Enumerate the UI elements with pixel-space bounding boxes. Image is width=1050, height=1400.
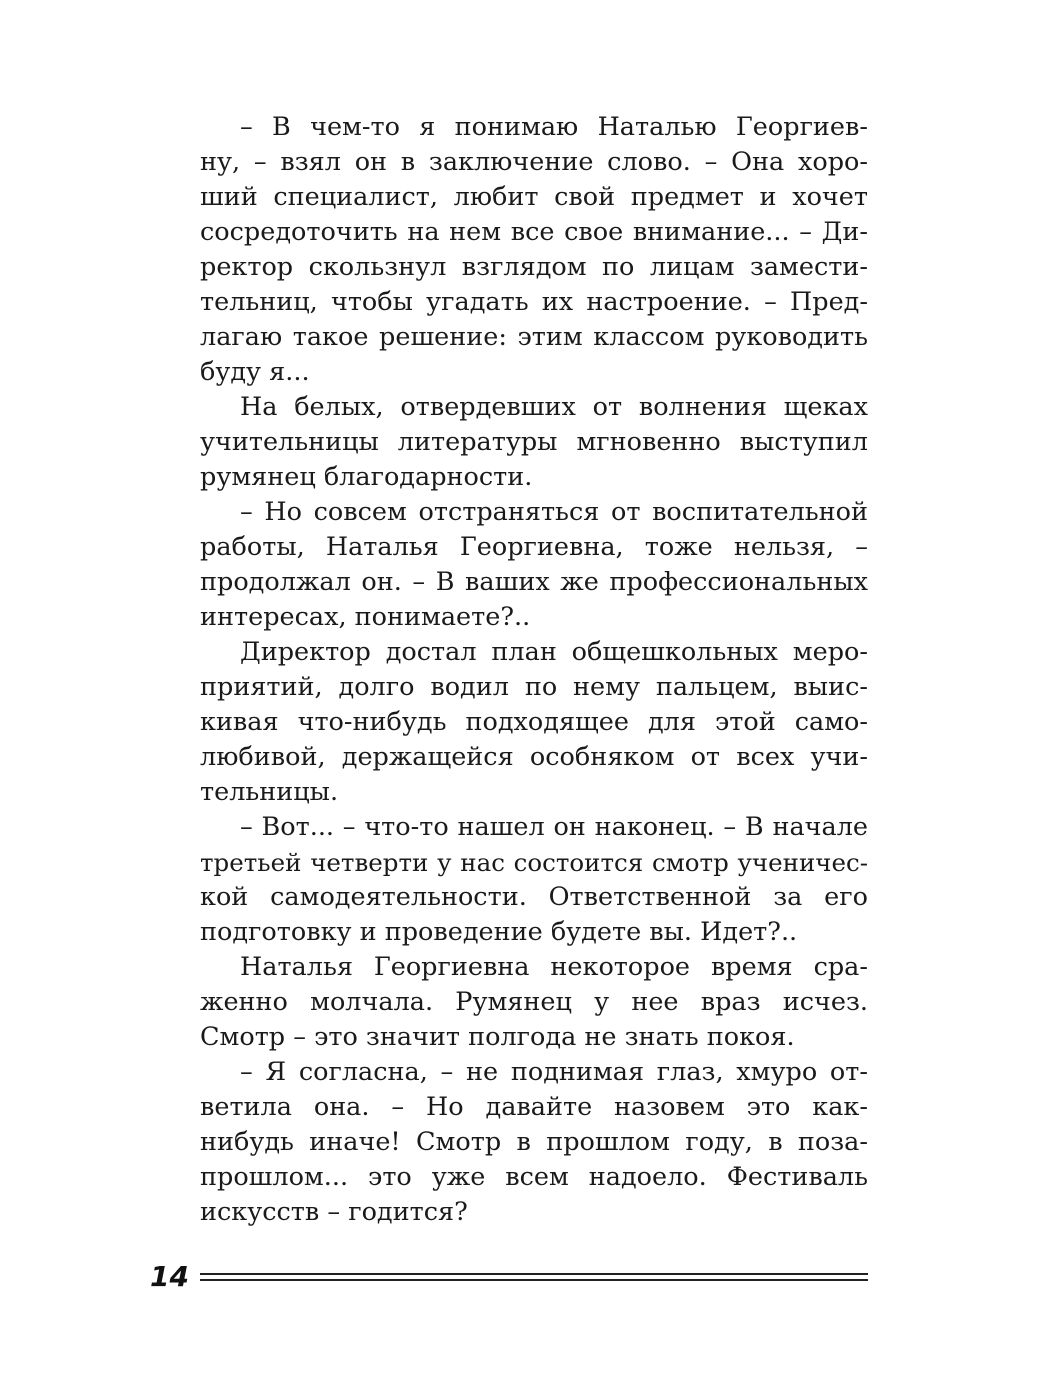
text-line: лагаю такое решение: этим классом руководить	[200, 322, 868, 352]
text-line: – В чем-то я понимаю Наталью Георгиев-	[240, 112, 868, 142]
text-line: третьей четверти у нас состоится смотр ученичес-	[200, 848, 868, 877]
text-line: ший специалист, любит свой предмет и хочет	[200, 182, 868, 212]
text-line: продолжал он. – В ваших же профессиональных	[200, 567, 868, 597]
paragraph	[200, 390, 868, 495]
paragraph	[200, 110, 868, 390]
text-line: кой самодеятельности. Ответственной за его	[200, 882, 868, 912]
body-text	[200, 110, 868, 1230]
text-line: подготовку и проведение будете вы. Идет?..	[200, 917, 798, 947]
text-line: Смотр – это значит полгода не знать покоя.	[200, 1022, 795, 1052]
paragraph	[200, 810, 868, 950]
text-line: – Я согласна, – не поднимая глаз, хмуро от-	[240, 1057, 868, 1087]
page-footer	[150, 1262, 868, 1292]
paragraph	[200, 950, 868, 1055]
text-line: румянец благодарности.	[200, 462, 533, 492]
text-line: – Но совсем отстраняться от воспитательной	[240, 497, 868, 527]
text-line: ну, – взял он в заключение слово. – Она хоро-	[200, 147, 868, 177]
text-line: работы, Наталья Георгиевна, тоже нельзя, –	[200, 532, 868, 562]
page-number: 14	[150, 1260, 189, 1293]
text-line: ректор скользнул взглядом по лицам замести-	[200, 252, 868, 282]
text-line: учительницы литературы мгновенно выступил	[200, 427, 868, 457]
text-line: На белых, отвердевших от волнения щеках	[240, 392, 868, 422]
text-line: интересах, понимаете?..	[200, 602, 531, 632]
text-line: прошлом... это уже всем надоело. Фестиваль	[200, 1162, 868, 1192]
text-line: любивой, держащейся особняком от всех учи-	[200, 742, 868, 772]
text-line: нибудь иначе! Смотр в прошлом году, в поза-	[200, 1127, 868, 1157]
text-line: сосредоточить на нем все свое внимание... – Ди-	[200, 217, 868, 247]
text-line: – Вот... – что-то нашел он наконец. – В начале	[240, 812, 868, 842]
text-line: буду я...	[200, 357, 310, 387]
text-line: тельниц, чтобы угадать их настроение. – Пред-	[200, 287, 868, 317]
text-line: приятий, долго водил по нему пальцем, выис-	[200, 672, 868, 702]
text-line: женно молчала. Румянец у нее враз исчез.	[200, 987, 868, 1017]
paragraph	[200, 1055, 868, 1230]
text-line: Наталья Георгиевна некоторое время сра-	[240, 952, 868, 982]
text-line: тельницы.	[200, 777, 339, 807]
footer-rule-bottom	[200, 1279, 868, 1281]
text-line: кивая что-нибудь подходящее для этой само-	[200, 707, 868, 737]
paragraph	[200, 635, 868, 810]
text-line: ветила она. – Но давайте назовем это как-	[200, 1092, 868, 1122]
footer-rule-top	[200, 1273, 868, 1275]
text-line: искусств – годится?	[200, 1197, 468, 1227]
paragraph	[200, 495, 868, 635]
text-line: Директор достал план общешкольных меро-	[240, 637, 868, 667]
